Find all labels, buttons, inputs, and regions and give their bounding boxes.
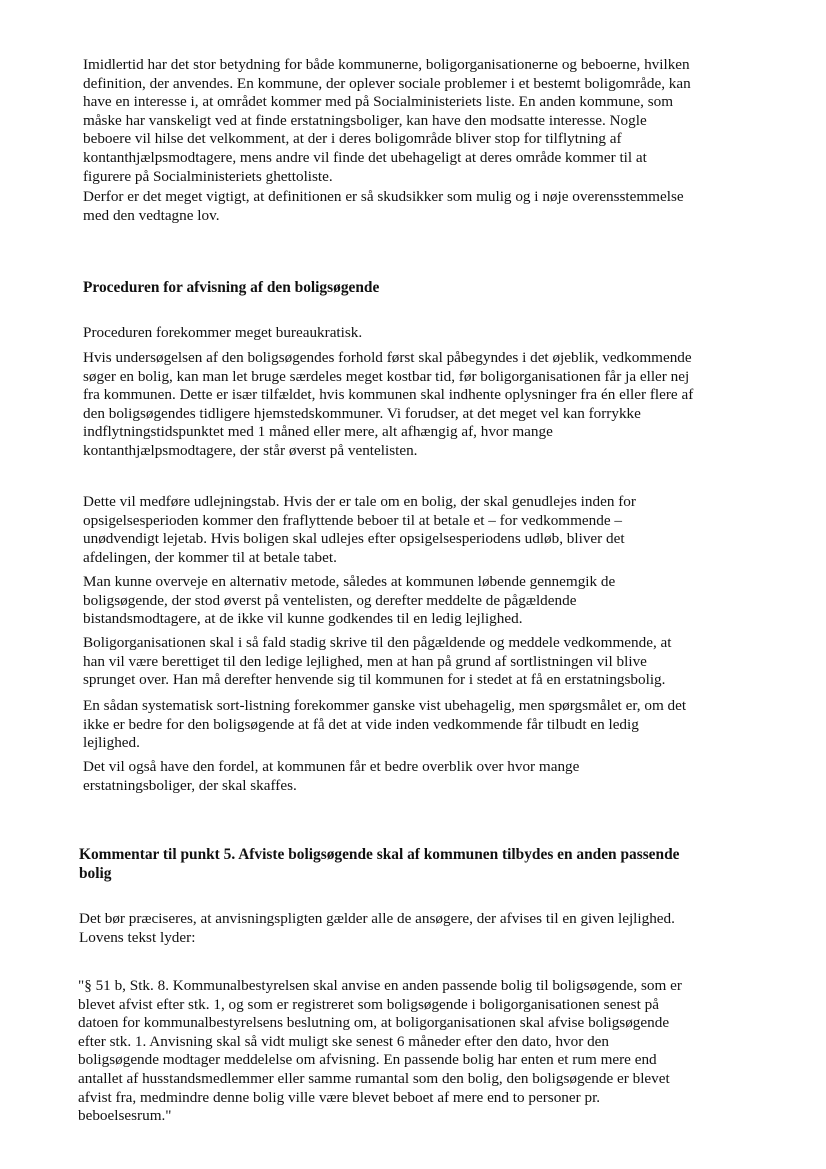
text-line: unødvendigt lejetab. Hvis boligen skal udlejes efter opsigelsesperiodens udløb, bliver det xyxy=(83,530,625,548)
text-line: afvist fra, medmindre denne bolig ville være blevet beboet af mere end to personer pr. xyxy=(78,1088,601,1106)
text-line: måske har vanskeligt ved at finde erstatningsboliger, kan have den modsatte interesse. Nogle xyxy=(83,111,647,129)
text-line: opsigelsesperioden kommer den fraflyttende beboer til at betale et – for vedkommende – xyxy=(83,511,622,529)
text-line: "§ 51 b, Stk. 8. Kommunalbestyrelsen skal anvise en anden passende bolig til boligsøgende, som er xyxy=(78,977,682,994)
text-line: fra kommunen. Dette er især tilfældet, hvis kommunen skal indhente oplysninger fra én eller flere af xyxy=(83,386,694,404)
paragraph-sort-listing xyxy=(83,697,686,753)
text-line: kontanthjælpsmodtagere, mens andre vil finde det ubehageligt at deres område kommer til at xyxy=(83,148,647,166)
section-heading-procedure xyxy=(83,278,379,297)
text-line: bistandsmodtagere, at de ikke vil kunne godkendes til en ledig lejlighed. xyxy=(83,610,523,628)
text-line: indflytningstidspunktet med 1 måned eller mere, alt afhængig af, hvor mange xyxy=(83,423,553,441)
text-line: beboelsesrum." xyxy=(78,1107,172,1125)
paragraph-investigation-timing xyxy=(83,349,693,461)
text-line: Det bør præciseres, at anvisningspligten gælder alle de ansøgere, der afvises til en given lejlighed. xyxy=(79,910,675,927)
text-line: sprunget over. Han må derefter henvende sig til kommunen for i stedet at få en erstatningsbolig. xyxy=(83,671,666,689)
text-line: han vil være berettiget til den ledige lejlighed, men at han på grund af sortlistningen vil blive xyxy=(83,652,647,670)
section-heading-comment-point-5 xyxy=(79,845,679,883)
text-line: definition, der anvendes. En kommune, der oplever sociale problemer i et bestemt boligområde, kan xyxy=(83,74,691,92)
heading-line: Kommentar til punkt 5. Afviste boligsøgende skal af kommunen tilbydes en anden passende xyxy=(79,846,680,863)
text-line: afdelingen, der kommer til at betale tabet. xyxy=(83,548,337,566)
text-line: have en interesse i, at området kommer med på Socialministeriets liste. En anden kommune, som xyxy=(83,93,674,111)
text-line: boligsøgende, der stod øverst på ventelisten, og derefter meddelte de pågældende xyxy=(83,591,577,609)
text-line: Det vil også have den fordel, at kommunen får et bedre overblik over hvor mange xyxy=(83,758,580,775)
text-line: Boligorganisationen skal i så fald stadig skrive til den pågældende og meddele vedkommende, at xyxy=(83,634,672,651)
text-line: Imidlertid har det stor betydning for både kommunerne, boligorganisationerne og beboerne, hvilken xyxy=(83,56,690,73)
text-line: lejlighed. xyxy=(83,734,140,752)
paragraph-law-quote xyxy=(78,977,682,1126)
text-line: Proceduren forekommer meget bureaukratisk. xyxy=(83,324,363,341)
text-line: antallet af husstandsmedlemmer eller samme rumantal som den bolig, den boligsøgende er blevet xyxy=(78,1069,670,1087)
paragraph-rental-loss xyxy=(83,493,636,567)
text-line: Derfor er det meget vigtigt, at definitionen er så skudsikker som mulig og i nøje overensstemmelse xyxy=(83,188,684,205)
text-line: søger en bolig, kan man let bruge særdeles meget kostbar tid, før boligorganisationen får ja eller nej xyxy=(83,367,690,385)
paragraph-housing-organisation xyxy=(83,634,672,690)
text-line: erstatningsboliger, der skal skaffes. xyxy=(83,776,297,794)
text-line: beboere vil hilse det velkomment, at der i deres boligområde bliver stop for tilflytning af xyxy=(83,130,622,148)
text-line: figurere på Socialministeriets ghettoliste. xyxy=(83,167,333,185)
text-line: efter stk. 1. Anvisning skal så vidt muligt ske senest 6 måneder efter den dato, hvor den xyxy=(78,1032,610,1050)
text-line: Dette vil medføre udlejningstab. Hvis der er tale om en bolig, der skal genudlejes inden for xyxy=(83,493,636,510)
paragraph-bureaucratic xyxy=(83,324,362,343)
paragraph-definition-precision xyxy=(83,188,684,225)
text-line: ikke er bedre for den boligsøgende at få det at vide inden vedkommende får tilbudt en ledig xyxy=(83,715,639,733)
text-line: datoen for kommunalbestyrelsens beslutning om, at boligorganisationen skal afvise boligsøgende xyxy=(78,1014,670,1032)
text-line: Man kunne overveje en alternativ metode, således at kommunen løbende gennemgik de xyxy=(83,573,616,590)
text-line: Hvis undersøgelsen af den boligsøgendes forhold først skal påbegyndes i det øjeblik, vedkommende xyxy=(83,349,692,366)
paragraph-definition-importance xyxy=(83,56,691,186)
heading-line: bolig xyxy=(79,865,112,882)
paragraph-alternative-method xyxy=(83,573,615,629)
heading-line: Proceduren for afvisning af den boligsøgende xyxy=(83,279,380,296)
text-line: den boligsøgendes tidligere hjemstedskommuner. Vi forudser, at det meget vel kan forrykke xyxy=(83,404,641,422)
text-line: En sådan systematisk sort-listning forekommer ganske vist ubehagelig, men spørgsmålet er, om det xyxy=(83,697,687,714)
paragraph-referral-obligation xyxy=(79,910,675,947)
text-line: blevet afvist efter stk. 1, og som er registreret som boligsøgende i boligorganisationen senest på xyxy=(78,995,659,1013)
paragraph-overview xyxy=(83,758,579,795)
text-line: kontanthjælpsmodtagere, der står øverst på ventelisten. xyxy=(83,441,418,459)
text-line: med den vedtagne lov. xyxy=(83,206,220,224)
text-line: Lovens tekst lyder: xyxy=(79,928,196,946)
text-line: boligsøgende modtager meddelelse om afvisning. En passende bolig har enten et rum mere end xyxy=(78,1051,657,1069)
